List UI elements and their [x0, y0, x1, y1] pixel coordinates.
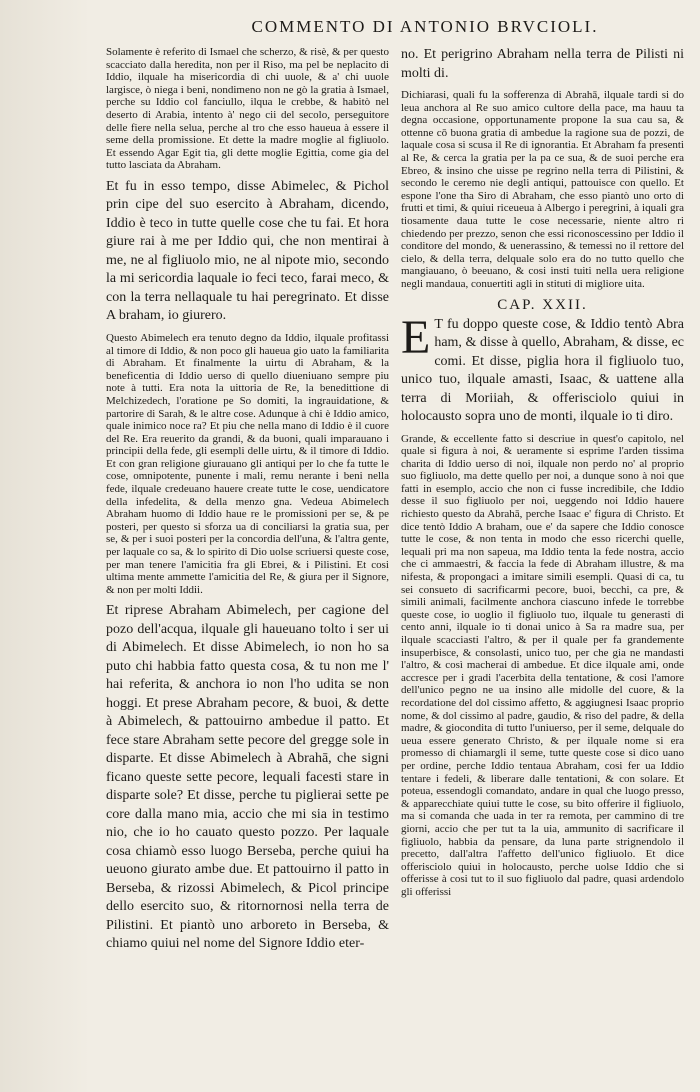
chapter-heading: CAP. XXII.: [497, 296, 588, 313]
left-column: [106, 46, 389, 960]
right-column: [401, 46, 684, 960]
drop-cap: E: [401, 310, 431, 364]
scripture-paragraph: Et fu in esso tempo, disse Abimelec, & Pichol prin cipe del suo esercito à Abraham, dicendo, Iddio è teco in tutte quelle cose che tu fai. Et hora giure rai à me per Iddio qui, che non mentirai à me, ne al figliuolo mio, ne al nipote mio, secondo la mi sericordia laquale io feci teco, farai meco, & con la terra nellaquale tu hai peregrinato. Et disse A braham, io giurero.: [106, 178, 389, 324]
scripture-paragraph: Et riprese Abraham Abimelech, per cagione del pozo dell'acqua, ilquale gli haueuano tolto i ser ui di Abimelech. Et disse Abimelech, io non ho sa puto chi habbia fatto questa cosa, & tu non me l' hai referita, & anchora io non l'ho udita se non hoggi. Et prese Abraham pecore, & buoi, & dette à Abimelech, & pattouirno ambedue il patto. Et fece stare Abraham sette pecore del gregge sole in disparte. Et disse Abimelech à Abrahā, che signi ficano queste sette pecore, lequali facesti stare in disparte sole? Et disse, perche tu piglierai sette pe core dalla mano mia, accio che mi sia in testimo nio, che io ho cauato questo pozzo. Per laquale cosa chiamò esso luogo Berseba, perche quiui ha ueuono giurato ambe due. Et pattouirno il patto in Berseba, & rizossi Abimelech, & Picol principe dello esercito suo, & ritornornosi nella terra de Pilistini. Et piantò uno arboreto in Berseba, & chiamo quiui nel nome del Signore Iddio eter-: [106, 603, 389, 952]
commentary-paragraph: Dichiarasi, quali fu la sofferenza di Abrahā, ilquale tardi si do leua anchora al Re suo amico cultore della pace, ma hauu ta degna occasione, opportunamente propone la sua cau sa, & ottenne cō buona gratia di ambedue la ragione sua de pozzi, de laquale cosa si scusa il Re di ignorantia. Et Abraham fa presenti al Re, & cerca la gratia per la pa ce sua, & de suoi perche era Ebreo, & insino che uisse pe regrino nella terra di Pilistini, & secondo le ceremo nie degli antiqui, pattouisce con quello. Et espone l'one tha Siro di Abraham, che esso piantò uno orto di frutti et timi, & quiui riceueua à Albergo i peregrini, à iquali gra tiosamente daua tutte le cose necessarie, niente altro ri chiedendo per prezzo, senon che essi riconoscessino per Iddio il conditore del mondo, & uenerassino, & temessi no il rettore del cielo, & della terra, delquale solo era do no tutto quello che mangiauano, ò beeuano, & cosi insti tuiti nella uera religione negli mandaua, conuertiti agli in stituti di migliore uita.: [401, 89, 684, 290]
two-column-text: [106, 46, 684, 960]
scripture-text: T fu doppo queste cose, & Iddio tentò Abra ham, & disse à quello, Abraham, & disse, ec comi. Et disse, piglia hora il figliuolo tuo, unico tuo, ilquale amasti, Isaac, & uattene alla terra di Moriiah, & offerisciolo quiui in holocausto sopra uno de monti, ilquale io ti diro.: [401, 316, 684, 424]
running-header: COMMENTO DI ANTONIO BRVCIOLI.: [251, 17, 599, 36]
commentary-paragraph: Grande, & eccellente fatto si descriue in quest'o capitolo, nel quale si figura à noi, & ueramente si esprime l'arden tissima charita di Iddio uerso di noi, ilquale non perdo no' al proprio suo figliuolo, ma dette quello per noi, a dunque sono à noi que fatti in esemplo, accio che non ci fusse incredibile, che Iddio desse il suo figliuolo per noi, ueggendo noi Iddio hauere richiesto questo da Abrahā, perche Isaac e' figura di Christo. Et dice tentò Iddio A braham, oue e' da sapere che Iddio conosce tutte le cose, & non tenta in modo che esso ricerchi quelle, lequali pri ma non sapeua, ma Iddio tenta la fede nostra, accio che ci ammaestri, & faccia la fede di Abraham illustre, & ma nifesta, & propongaci a imitare simili esempli. Quasi di ca, tu sei consueto di sacrificarmi pecore, buoi, becchi, ca pre, & simili animali, facilmente anchora ciascuno infede le torrebbe queste cose, io uoglio il figliuolo tuo, ilquale tu generasti di cento anni, ilquale io ti donai unico à Sa ra madre sua, per ilquale scacciasti l'altro, & per il quale per fa grandemente insuperbisce, & consolasti, unico tuo, per che gia ne mandasti l'altro, & così macherai di ambedue. Et dice ilquale ami, onde accresce per i gradi l'acerbita della tentatione, & cosi l'amore dell'unico pegno ne ua insino alle midolle del cuore, & la recordatione del dol cissimo affetto, & aggiugnesi Isaac proprio nome, & dol cissimo al padre, gaudio, & riso del padre, & della madre, & giocondita di tutto l'uniuerso, per il seme, delquale do ueua essere generato Christo, & per ilquale nome si era promesso di chiamargli il seme, tutte queste cose si dico uano per ordine, perche Iddio tentaua Abraham, cosi fer ua Iddio tentare i fedeli, & liberare dalle tentationi, & con solare. Et poteua, essendogli comandato, andare in qual che luogo presso, & apparecchiate quiui tutte le cose, su bito offerire il figliuolo, ma si comanda che uada in ter ra remota, per cammino di tre giorni, accio che per tut ta la uia, ammunito di sacrificare il figliuolo, habbia da pensare, da luna parte strignendolo il precetto, dall'altra l'affetto dell'unico figliuolo. Et dice offerisciolo quiui in holocausto, perche uolse Iddio che si offerisse à cosi tut to il suo figliuolo dal padre, quasi ardendolo gli offerissi: [401, 432, 684, 898]
page-gutter-shadow: [0, 0, 90, 1092]
scripture-paragraph: [401, 310, 684, 427]
scripture-paragraph: no. Et perigrino Abraham nella terra de Pilisti ni molti di.: [401, 47, 684, 81]
commentary-paragraph: Questo Abimelech era tenuto degno da Iddio, ilquale profitassi al timore di Iddio, & non poco gli haueua gio uato la familiarita di Abraham. Et finalmente la uirtu di Abraham, & la beneficentia di Iddio uerso di quello diueniuano sempre piu note à tutti. Era nota la uittoria de Re, la benedittione di Melchizedech, l'oratione pe So domiti, la ingrauidatione, & partorire di Sarah, & le altre cose. Adunque à chi è Iddio amico, quale inimico noce ra? Et piu che nella mano di Iddio è il cuore del Re. Era reuerito da grandi, & da buoni, quali imparauano i principii della fede, gli esempli delle uirtu, & il timore di Iddio. Et con gran religione giurauano gli antiqui per lo che fa tutte le cose, omnipotente, punente i mali, remu nerante i beni nella fede, ilquale credeuano hauere create tutte le cose, uendicatore della infedelita, & della menzo gna. Vedeua Abimelech Abraham huomo di Iddio haue re le promissioni per se, & pe posteri, per questo si sforza ua di conciliarsi la gratia sua, per se, & per i suoi posteri per la concordia dell'una, & l'altra gente, per laquale co sa, & lo spirito di Dio uolse scriuersi queste cose, per man tenere l'amicitia fra gli Ebrei, & i Pilistini. Et cosi ultima mente ammette l'amicitia del Re, & giura per il Signore, & non per molti Iddii.: [106, 331, 389, 596]
commentary-paragraph: Solamente è referito di Ismael che scherzo, & risè, & per questo scacciato dalla heredita, non per il Riso, ma pel be neplacito di Iddio, ilquale ha misericordia di chi uuole, & a' chi uuole largisce, ò niega i beni, nondimeno non ne gò la gratia à Ismael, perche su Iddio col fanciullo, ilqua le crebbe, & habitò nel deserto di Arabia, intento à' nego cii del secolo, perseguitore delle fiere nella selua, perche al tro che esso haueua à essere il seme della promissione. Et dette la madre moglie al figliuolo. Et essendo Agar Egit tia, gli dette moglie Egittia, come gia del tutto lasciata da Abraham.: [106, 46, 389, 172]
